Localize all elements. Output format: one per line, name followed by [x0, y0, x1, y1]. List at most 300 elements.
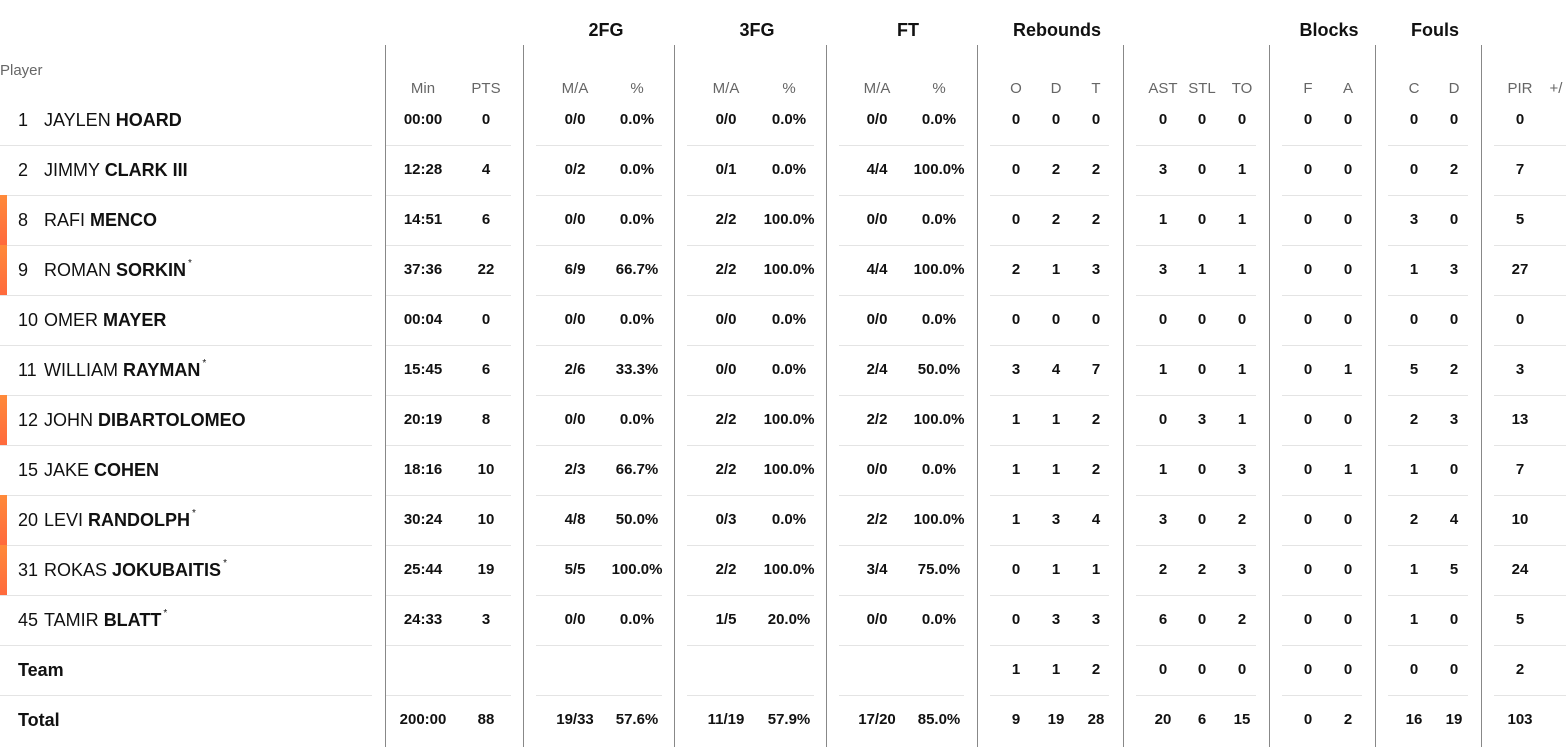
stat-pir: 27	[1511, 261, 1529, 278]
starter-marker	[0, 545, 7, 595]
stat-fg3-pct: 0.0%	[771, 511, 807, 528]
stat-blk-f: 0	[1303, 161, 1313, 178]
stat-min: 25:44	[403, 561, 443, 578]
stat-fg3-ma: 2/2	[715, 411, 737, 428]
stat-stl: 0	[1197, 461, 1207, 478]
stat-blk-a: 1	[1343, 461, 1353, 478]
player-first-name: ROMAN	[44, 260, 111, 280]
stat-to: 1	[1237, 361, 1247, 378]
stat-reb-d: 3	[1051, 611, 1061, 628]
stat-pts: 8	[481, 411, 491, 428]
stat-reb-t: 7	[1091, 361, 1101, 378]
stat-foul-d: 5	[1449, 561, 1459, 578]
stat-reb-t: 28	[1087, 711, 1105, 728]
table-row	[0, 245, 1566, 295]
stat-ast: 0	[1158, 661, 1168, 678]
stat-blk-a: 0	[1343, 211, 1353, 228]
stat-stl: 6	[1197, 711, 1207, 728]
group-header-ft: FT	[897, 20, 919, 40]
stat-blk-f: 0	[1303, 411, 1313, 428]
player-name-link[interactable]	[44, 395, 246, 445]
stat-min: 200:00	[399, 711, 447, 728]
player-first-name: JAKE	[44, 460, 90, 480]
stat-fg3-ma: 2/2	[715, 211, 737, 228]
jersey-number: 45	[18, 610, 39, 630]
stat-reb-d: 0	[1051, 311, 1061, 328]
stat-min: 15:45	[403, 361, 443, 378]
stat-blk-a: 0	[1343, 511, 1353, 528]
stat-fg3-ma: 2/2	[715, 561, 737, 578]
col-header-reb-d[interactable]: D	[1050, 80, 1062, 97]
stat-pir: 3	[1515, 361, 1525, 378]
stat-stl: 0	[1197, 361, 1207, 378]
stat-blk-a: 0	[1343, 611, 1353, 628]
jersey-number: 8	[18, 210, 29, 230]
player-last-name: CLARK III	[104, 160, 188, 180]
stat-blk-f: 0	[1303, 111, 1313, 128]
stat-reb-t: 2	[1091, 411, 1101, 428]
stat-foul-d: 3	[1449, 411, 1459, 428]
total-label: Total	[18, 710, 60, 730]
col-header-3fg-ma[interactable]: M/A	[712, 80, 740, 97]
stat-ft-ma: 4/4	[866, 161, 888, 178]
player-name-link[interactable]	[44, 295, 166, 345]
stat-stl: 0	[1197, 161, 1207, 178]
stat-fg3-pct: 0.0%	[771, 311, 807, 328]
star-marker: *	[223, 558, 227, 569]
stat-reb-t: 0	[1091, 111, 1101, 128]
player-column-header: Player	[0, 62, 43, 79]
stat-stl: 2	[1197, 561, 1207, 578]
jersey-number: 11	[18, 360, 37, 380]
stat-stl: 0	[1197, 611, 1207, 628]
col-header-2fg-ma[interactable]: M/A	[561, 80, 589, 97]
stat-to: 0	[1237, 311, 1247, 328]
player-first-name: RAFI	[44, 210, 86, 230]
stat-reb-t: 2	[1091, 211, 1101, 228]
col-header-reb-t[interactable]: T	[1091, 80, 1101, 97]
col-header-ft-pct[interactable]: %	[932, 80, 946, 97]
stat-to: 0	[1237, 111, 1247, 128]
total-row	[0, 695, 1566, 745]
stat-fg2-pct: 50.0%	[615, 511, 659, 528]
stat-ft-pct: 0.0%	[921, 211, 957, 228]
stat-reb-o: 0	[1011, 211, 1021, 228]
stat-foul-c: 0	[1409, 311, 1419, 328]
player-first-name: JOHN	[44, 410, 93, 430]
stat-blk-a: 0	[1343, 111, 1353, 128]
stat-reb-d: 19	[1047, 711, 1065, 728]
stat-ast: 0	[1158, 311, 1168, 328]
stat-fg2-ma: 5/5	[564, 561, 586, 578]
stat-ast: 3	[1158, 261, 1168, 278]
stat-stl: 0	[1197, 211, 1207, 228]
group-header-2fg: 2FG	[588, 20, 624, 40]
stat-foul-c: 1	[1409, 461, 1419, 478]
stat-reb-d: 0	[1051, 111, 1061, 128]
stat-fg3-ma: 0/0	[715, 311, 737, 328]
stat-foul-d: 4	[1449, 511, 1459, 528]
stat-min: 12:28	[403, 161, 443, 178]
starter-marker	[0, 395, 7, 445]
col-header-reb-o[interactable]: O	[1010, 80, 1022, 97]
stat-fg2-pct: 0.0%	[619, 111, 655, 128]
stat-fg3-pct: 100.0%	[763, 261, 815, 278]
col-header-ast[interactable]: AST	[1148, 80, 1178, 97]
stat-blk-f: 0	[1303, 261, 1313, 278]
stat-reb-d: 4	[1051, 361, 1061, 378]
player-name-link[interactable]	[44, 95, 182, 145]
stat-pir: 24	[1511, 561, 1529, 578]
stat-ft-ma: 2/2	[866, 511, 888, 528]
stat-blk-a: 0	[1343, 661, 1353, 678]
stat-pts: 3	[481, 611, 491, 628]
stat-ast: 20	[1154, 711, 1172, 728]
stat-min: 20:19	[403, 411, 443, 428]
star-marker: *	[202, 358, 207, 369]
stat-ft-pct: 0.0%	[921, 461, 957, 478]
table-row	[0, 445, 1566, 495]
stat-reb-t: 0	[1091, 311, 1101, 328]
stat-ft-ma: 0/0	[866, 111, 888, 128]
col-header-2fg-pct[interactable]: %	[630, 80, 644, 97]
group-header-blocks: Blocks	[1299, 20, 1359, 40]
stat-fg2-ma: 19/33	[556, 711, 594, 728]
stat-ft-pct: 0.0%	[921, 311, 957, 328]
stat-reb-t: 3	[1091, 611, 1101, 628]
stat-fg2-pct: 66.7%	[615, 261, 659, 278]
stat-pts: 10	[477, 461, 495, 478]
player-first-name: JAYLEN	[44, 110, 111, 130]
player-last-name: DIBARTOLOMEO	[98, 410, 246, 430]
stat-foul-d: 0	[1449, 211, 1459, 228]
stat-reb-o: 0	[1011, 311, 1021, 328]
stat-pir: 5	[1515, 211, 1525, 228]
player-name-link[interactable]	[44, 595, 167, 645]
stat-ft-pct: 100.0%	[913, 161, 965, 178]
player-last-name: RANDOLPH	[88, 510, 191, 530]
stat-foul-d: 19	[1445, 711, 1463, 728]
col-header-min[interactable]: Min	[410, 80, 436, 97]
stat-ast: 3	[1158, 511, 1168, 528]
stat-min: 00:04	[403, 311, 443, 328]
stat-blk-f: 0	[1303, 211, 1313, 228]
stat-pir: 7	[1515, 161, 1525, 178]
stat-to: 1	[1237, 211, 1247, 228]
stat-fg2-pct: 0.0%	[619, 311, 655, 328]
star-marker: *	[192, 508, 196, 519]
stat-reb-d: 1	[1051, 561, 1061, 578]
stat-stl: 0	[1197, 111, 1207, 128]
stat-pir: 10	[1511, 511, 1529, 528]
stat-fg2-pct: 0.0%	[619, 211, 655, 228]
stat-stl: 1	[1197, 261, 1207, 278]
stat-fg3-ma: 2/2	[715, 461, 737, 478]
stat-ast: 1	[1158, 211, 1168, 228]
stat-fg2-pct: 66.7%	[615, 461, 659, 478]
col-header-stl[interactable]: STL	[1188, 80, 1216, 97]
stat-reb-o: 1	[1011, 461, 1021, 478]
stat-blk-a: 0	[1343, 261, 1353, 278]
stat-fg2-ma: 0/0	[564, 211, 586, 228]
player-last-name: BLATT	[103, 610, 162, 630]
stat-foul-d: 0	[1449, 611, 1459, 628]
stat-blk-f: 0	[1303, 361, 1313, 378]
stat-reb-t: 2	[1091, 461, 1101, 478]
stat-ft-pct: 0.0%	[921, 111, 957, 128]
player-name-link[interactable]	[44, 445, 159, 495]
stat-foul-c: 1	[1409, 611, 1419, 628]
team-label: Team	[18, 660, 64, 680]
stat-stl: 0	[1197, 661, 1207, 678]
star-marker: *	[163, 608, 168, 619]
stat-ast: 0	[1158, 111, 1168, 128]
player-name-link[interactable]	[44, 195, 157, 245]
stat-blk-a: 0	[1343, 561, 1353, 578]
table-row	[0, 95, 1566, 145]
stat-ft-pct: 100.0%	[913, 261, 965, 278]
col-header-blk-f[interactable]: F	[1303, 80, 1313, 97]
stat-to: 1	[1237, 161, 1247, 178]
stat-fg3-ma: 11/19	[707, 711, 745, 728]
stat-reb-d: 1	[1051, 461, 1061, 478]
stat-fg2-ma: 0/0	[564, 111, 586, 128]
stat-reb-o: 1	[1011, 411, 1021, 428]
stat-pir: 5	[1515, 611, 1525, 628]
stat-fg3-ma: 0/0	[715, 361, 737, 378]
stat-ft-ma: 0/0	[866, 211, 888, 228]
player-name-link[interactable]	[44, 145, 188, 195]
stat-min: 18:16	[403, 461, 443, 478]
stat-min: 24:33	[403, 611, 443, 628]
stat-reb-o: 0	[1011, 561, 1021, 578]
player-name-link[interactable]	[44, 545, 227, 595]
stat-pir: 0	[1515, 111, 1525, 128]
jersey-number: 15	[18, 460, 39, 480]
jersey-number: 10	[18, 310, 39, 330]
stat-fg2-pct: 100.0%	[611, 561, 663, 578]
stat-fg2-ma: 0/0	[564, 611, 586, 628]
stat-ast: 1	[1158, 361, 1168, 378]
stat-min: 00:00	[403, 111, 443, 128]
stat-foul-d: 0	[1449, 661, 1459, 678]
stat-fg3-pct: 100.0%	[763, 461, 815, 478]
stat-fg3-pct: 57.9%	[767, 711, 811, 728]
team-row	[0, 645, 1566, 695]
stat-blk-f: 0	[1303, 611, 1313, 628]
stat-pts: 6	[481, 361, 491, 378]
stat-stl: 0	[1197, 311, 1207, 328]
stat-ft-pct: 85.0%	[917, 711, 961, 728]
col-header-to[interactable]: TO	[1231, 80, 1253, 97]
stat-reb-d: 3	[1051, 511, 1061, 528]
table-row	[0, 195, 1566, 245]
jersey-number: 20	[18, 510, 39, 530]
player-last-name: JOKUBAITIS	[112, 560, 222, 580]
stat-reb-t: 2	[1091, 661, 1101, 678]
stat-fg2-ma: 0/0	[564, 411, 586, 428]
player-first-name: ROKAS	[44, 560, 108, 580]
stat-fg2-ma: 2/3	[564, 461, 586, 478]
player-last-name: SORKIN	[116, 260, 187, 280]
stat-reb-d: 2	[1051, 211, 1061, 228]
player-name-link[interactable]	[44, 345, 206, 395]
col-header-foul-d[interactable]: D	[1448, 80, 1460, 97]
stat-pir: 2	[1515, 661, 1525, 678]
stat-fg2-pct: 57.6%	[615, 711, 659, 728]
stat-ft-pct: 0.0%	[921, 611, 957, 628]
stat-fg3-pct: 0.0%	[771, 161, 807, 178]
player-name-link[interactable]	[44, 495, 196, 545]
col-header-foul-c[interactable]: C	[1408, 80, 1420, 97]
stat-min: 14:51	[403, 211, 443, 228]
stat-foul-c: 3	[1409, 211, 1419, 228]
stat-ast: 6	[1158, 611, 1168, 628]
stat-blk-f: 0	[1303, 311, 1313, 328]
stat-foul-c: 2	[1409, 411, 1419, 428]
stat-blk-a: 1	[1343, 361, 1353, 378]
stat-foul-d: 0	[1449, 311, 1459, 328]
starter-marker	[0, 495, 7, 545]
stat-foul-d: 3	[1449, 261, 1459, 278]
table-row	[0, 595, 1566, 645]
stat-reb-o: 0	[1011, 611, 1021, 628]
table-row	[0, 345, 1566, 395]
group-header-3fg: 3FG	[739, 20, 775, 40]
table-row	[0, 295, 1566, 345]
stat-pir: 103	[1507, 711, 1533, 728]
player-last-name: COHEN	[94, 460, 160, 480]
stat-ast: 3	[1158, 161, 1168, 178]
table-row	[0, 545, 1566, 595]
stat-reb-o: 3	[1011, 361, 1021, 378]
stat-fg3-ma: 2/2	[715, 261, 737, 278]
stat-fg3-ma: 1/5	[715, 611, 737, 628]
stat-to: 1	[1237, 261, 1247, 278]
stat-fg3-ma: 0/0	[715, 111, 737, 128]
stat-reb-o: 2	[1011, 261, 1021, 278]
player-last-name: HOARD	[115, 110, 182, 130]
stat-reb-d: 1	[1051, 411, 1061, 428]
stat-ft-ma: 0/0	[866, 461, 888, 478]
star-marker: *	[188, 258, 192, 269]
stat-reb-t: 3	[1091, 261, 1101, 278]
stat-fg2-pct: 0.0%	[619, 411, 655, 428]
jersey-number: 12	[18, 410, 39, 430]
stat-to: 1	[1237, 411, 1247, 428]
col-header-plus-minus[interactable]: +/	[1549, 80, 1563, 97]
stat-reb-o: 0	[1011, 111, 1021, 128]
stat-fg2-pct: 0.0%	[619, 611, 655, 628]
stat-fg3-ma: 0/3	[715, 511, 737, 528]
player-name-link[interactable]	[44, 245, 192, 295]
player-first-name: JIMMY	[44, 160, 100, 180]
stat-pir: 13	[1511, 411, 1529, 428]
stat-ft-pct: 75.0%	[917, 561, 961, 578]
stat-foul-c: 0	[1409, 161, 1419, 178]
stat-foul-c: 1	[1409, 561, 1419, 578]
player-first-name: LEVI	[44, 510, 84, 530]
stat-pts: 0	[481, 111, 491, 128]
stat-reb-t: 2	[1091, 161, 1101, 178]
stat-ft-pct: 50.0%	[917, 361, 961, 378]
stat-reb-t: 1	[1091, 561, 1101, 578]
stat-pts: 88	[477, 711, 495, 728]
stat-blk-a: 2	[1343, 711, 1353, 728]
stat-blk-a: 0	[1343, 161, 1353, 178]
stat-fg2-ma: 4/8	[564, 511, 586, 528]
jersey-number: 31	[18, 560, 39, 580]
stat-fg2-ma: 2/6	[564, 361, 586, 378]
jersey-number: 1	[18, 110, 29, 130]
stat-ast: 1	[1158, 461, 1168, 478]
stat-pts: 0	[481, 311, 491, 328]
stat-foul-c: 1	[1409, 261, 1419, 278]
table-row	[0, 495, 1566, 545]
stat-fg2-ma: 0/2	[564, 161, 586, 178]
stat-foul-c: 0	[1409, 661, 1419, 678]
stat-blk-f: 0	[1303, 461, 1313, 478]
stat-foul-c: 5	[1409, 361, 1419, 378]
stat-reb-o: 1	[1011, 511, 1021, 528]
stat-ft-pct: 100.0%	[913, 411, 965, 428]
col-header-pts[interactable]: PTS	[471, 80, 501, 97]
stat-to: 2	[1237, 611, 1247, 628]
stat-fg3-ma: 0/1	[715, 161, 737, 178]
jersey-number: 9	[18, 260, 29, 280]
col-header-3fg-pct[interactable]: %	[782, 80, 796, 97]
stat-foul-c: 2	[1409, 511, 1419, 528]
stat-blk-f: 0	[1303, 711, 1313, 728]
stat-pts: 19	[477, 561, 495, 578]
stat-ft-ma: 2/2	[866, 411, 888, 428]
stat-ft-ma: 3/4	[866, 561, 888, 578]
stat-min: 37:36	[403, 261, 443, 278]
stat-pts: 10	[477, 511, 495, 528]
stat-foul-d: 2	[1449, 161, 1459, 178]
jersey-number: 2	[18, 160, 29, 180]
stat-ft-ma: 17/20	[858, 711, 896, 728]
stat-reb-d: 2	[1051, 161, 1061, 178]
stat-ft-ma: 2/4	[866, 361, 888, 378]
stat-reb-o: 9	[1011, 711, 1021, 728]
player-first-name: WILLIAM	[44, 360, 119, 380]
stat-pir: 7	[1515, 461, 1525, 478]
stat-fg2-pct: 0.0%	[619, 161, 655, 178]
stat-pts: 6	[481, 211, 491, 228]
stat-fg3-pct: 100.0%	[763, 411, 815, 428]
stat-fg3-pct: 100.0%	[763, 211, 815, 228]
stat-ast: 0	[1158, 411, 1168, 428]
stat-pts: 22	[477, 261, 495, 278]
col-header-ft-ma[interactable]: M/A	[863, 80, 891, 97]
stat-ft-pct: 100.0%	[913, 511, 965, 528]
col-header-blk-a[interactable]: A	[1342, 80, 1354, 97]
stat-to: 3	[1237, 461, 1247, 478]
stat-fg2-ma: 0/0	[564, 311, 586, 328]
stat-stl: 3	[1197, 411, 1207, 428]
stat-to: 0	[1237, 661, 1247, 678]
col-header-pir[interactable]: PIR	[1507, 80, 1533, 97]
stat-reb-t: 4	[1091, 511, 1101, 528]
stat-ast: 2	[1158, 561, 1168, 578]
stat-fg2-ma: 6/9	[564, 261, 586, 278]
stat-ft-ma: 0/0	[866, 611, 888, 628]
stat-to: 15	[1233, 711, 1251, 728]
stat-blk-f: 0	[1303, 661, 1313, 678]
stat-foul-d: 0	[1449, 111, 1459, 128]
stat-pir: 0	[1515, 311, 1525, 328]
